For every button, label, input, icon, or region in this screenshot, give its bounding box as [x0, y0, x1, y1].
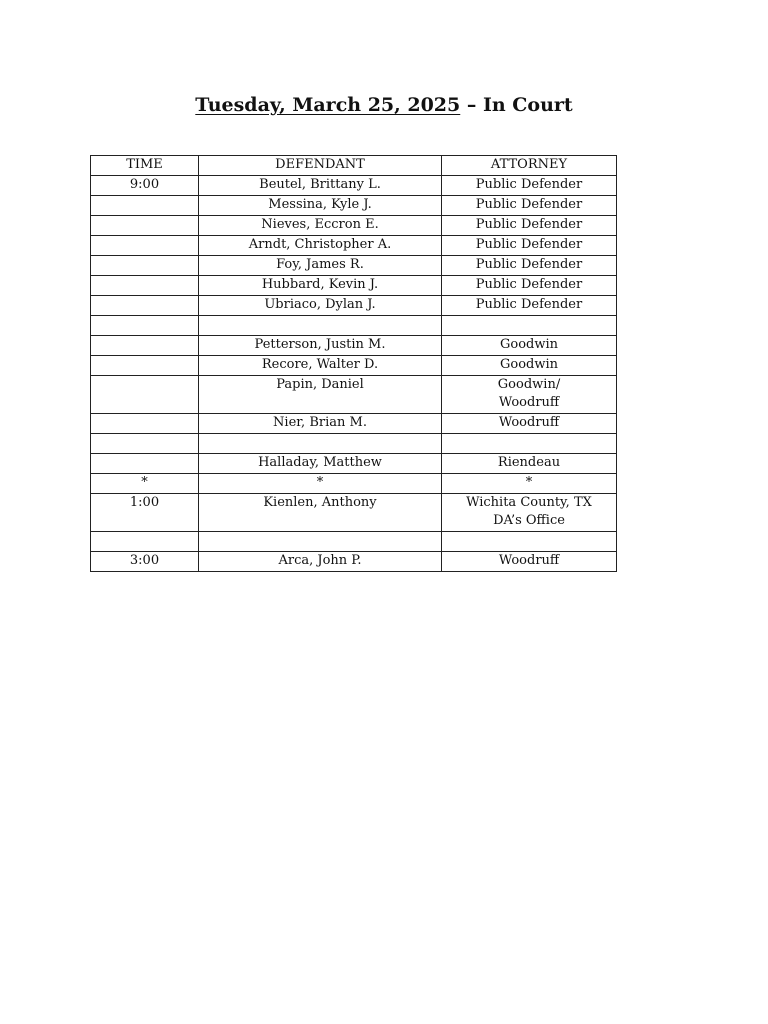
- time-cell: 3:00: [91, 552, 199, 572]
- time-cell: *: [91, 474, 199, 494]
- time-cell: [91, 256, 199, 276]
- defendant-cell: Arca, John P.: [199, 552, 442, 572]
- attorney-cell: Public Defender: [442, 276, 617, 296]
- time-cell: [91, 296, 199, 316]
- table-row: [91, 532, 617, 552]
- time-cell: [91, 454, 199, 474]
- table-row: [91, 552, 617, 572]
- time-cell: [91, 316, 199, 336]
- defendant-cell: Halladay, Matthew: [199, 454, 442, 474]
- defendant-cell: [199, 316, 442, 336]
- defendant-cell: Beutel, Brittany L.: [199, 176, 442, 196]
- page-title-date: Tuesday, March 25, 2025: [195, 94, 461, 116]
- attorney-cell: Riendeau: [442, 454, 617, 474]
- time-cell: [91, 276, 199, 296]
- defendant-cell: Recore, Walter D.: [199, 356, 442, 376]
- time-cell: [91, 216, 199, 236]
- attorney-cell: Public Defender: [442, 196, 617, 216]
- defendant-cell: *: [199, 474, 442, 494]
- table-body: [91, 176, 617, 572]
- time-cell: [91, 196, 199, 216]
- attorney-cell: Public Defender: [442, 236, 617, 256]
- defendant-cell: Nier, Brian M.: [199, 414, 442, 434]
- attorney-cell: Public Defender: [442, 216, 617, 236]
- defendant-cell: Kienlen, Anthony: [199, 494, 442, 532]
- defendant-cell: Ubriaco, Dylan J.: [199, 296, 442, 316]
- attorney-cell: Goodwin/ Woodruff: [442, 376, 617, 414]
- defendant-cell: [199, 532, 442, 552]
- time-cell: [91, 336, 199, 356]
- time-cell: [91, 434, 199, 454]
- defendant-cell: Hubbard, Kevin J.: [199, 276, 442, 296]
- time-cell: 9:00: [91, 176, 199, 196]
- attorney-cell: [442, 434, 617, 454]
- column-header-defendant: DEFENDANT: [199, 156, 442, 176]
- table-row: [91, 336, 617, 356]
- time-cell: [91, 414, 199, 434]
- table-row: [91, 454, 617, 474]
- time-cell: 1:00: [91, 494, 199, 532]
- defendant-cell: Arndt, Christopher A.: [199, 236, 442, 256]
- table-row: [91, 316, 617, 336]
- attorney-cell: Goodwin: [442, 336, 617, 356]
- table-header-row: [91, 156, 617, 176]
- attorney-cell: Public Defender: [442, 296, 617, 316]
- attorney-cell: Goodwin: [442, 356, 617, 376]
- page-title: [0, 90, 768, 120]
- attorney-cell: Wichita County, TX DA’s Office: [442, 494, 617, 532]
- column-header-time: TIME: [91, 156, 199, 176]
- table-row: [91, 494, 617, 532]
- table-row: [91, 236, 617, 256]
- table-row: [91, 356, 617, 376]
- table-row: [91, 376, 617, 414]
- defendant-cell: Petterson, Justin M.: [199, 336, 442, 356]
- table-row: [91, 414, 617, 434]
- time-cell: [91, 532, 199, 552]
- court-schedule-table: [90, 155, 617, 572]
- attorney-cell: Woodruff: [442, 552, 617, 572]
- attorney-cell: [442, 316, 617, 336]
- attorney-cell: *: [442, 474, 617, 494]
- table-row: [91, 216, 617, 236]
- table-row: [91, 276, 617, 296]
- table-row: [91, 434, 617, 454]
- table-row: [91, 196, 617, 216]
- defendant-cell: Papin, Daniel: [199, 376, 442, 414]
- table-row: [91, 176, 617, 196]
- table-row: [91, 296, 617, 316]
- defendant-cell: Nieves, Eccron E.: [199, 216, 442, 236]
- table-row: [91, 256, 617, 276]
- defendant-cell: [199, 434, 442, 454]
- defendant-cell: Messina, Kyle J.: [199, 196, 442, 216]
- table-row: [91, 474, 617, 494]
- attorney-cell: Public Defender: [442, 176, 617, 196]
- defendant-cell: Foy, James R.: [199, 256, 442, 276]
- time-cell: [91, 236, 199, 256]
- time-cell: [91, 376, 199, 414]
- attorney-cell: Public Defender: [442, 256, 617, 276]
- time-cell: [91, 356, 199, 376]
- page-title-suffix: – In Court: [460, 94, 573, 116]
- column-header-attorney: ATTORNEY: [442, 156, 617, 176]
- attorney-cell: [442, 532, 617, 552]
- attorney-cell: Woodruff: [442, 414, 617, 434]
